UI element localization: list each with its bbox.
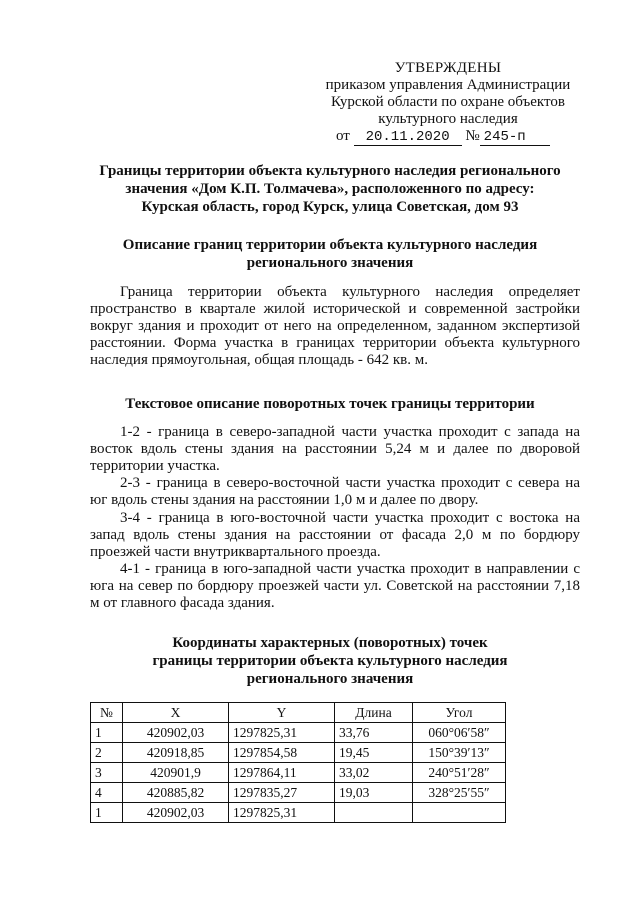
heading-line: регионального значения xyxy=(246,255,414,271)
description-text: Граница территории объекта культурного наследия определяет пространство в квартале жилой исторической и современной застройки вокруг здания и проходит от него на определенном, заданном экспертизой расстоянии. Форма участка в границах территории объекта культурного наследия прямоугольная, общая площадь - 642 кв. м. xyxy=(90,284,580,368)
approval-line: Курской области по охране объектов xyxy=(331,94,565,110)
cell-length: 19,45 xyxy=(335,743,413,763)
cell-number: 1 xyxy=(91,803,123,823)
col-header-x: X xyxy=(123,703,229,723)
col-header-y: Y xyxy=(229,703,335,723)
table-row xyxy=(91,783,506,803)
coordinates-table xyxy=(90,702,506,823)
cell-y: 1297825,31 xyxy=(229,803,335,823)
cell-x: 420902,03 xyxy=(123,803,229,823)
order-date-line xyxy=(336,128,550,146)
table-row xyxy=(91,763,506,783)
approval-line: приказом управления Администрации xyxy=(325,77,571,93)
heading-line: Координаты характерных (поворотных) точек xyxy=(172,635,488,651)
cell-length xyxy=(335,803,413,823)
cell-number: 3 xyxy=(91,763,123,783)
approval-heading: УТВЕРЖДЕНЫ xyxy=(394,60,502,76)
cell-angle: 150°39′13″ xyxy=(413,743,506,763)
cell-length: 33,02 xyxy=(335,763,413,783)
cell-angle: 060°06′58″ xyxy=(413,723,506,743)
order-number: 245-п xyxy=(480,129,550,146)
points-heading: Текстовое описание поворотных точек границы территории xyxy=(125,396,535,412)
cell-number: 4 xyxy=(91,783,123,803)
point-item: 2-3 - граница в северо-восточной части участка проходит с севера на юг вдоль стены здания на расстоянии 1,0 м и далее по двору. xyxy=(90,475,580,508)
coords-heading xyxy=(60,634,600,688)
col-header-length: Длина xyxy=(335,703,413,723)
cell-angle xyxy=(413,803,506,823)
cell-y: 1297864,11 xyxy=(229,763,335,783)
cell-length: 19,03 xyxy=(335,783,413,803)
cell-number: 2 xyxy=(91,743,123,763)
cell-y: 1297835,27 xyxy=(229,783,335,803)
cell-x: 420901,9 xyxy=(123,763,229,783)
cell-x: 420918,85 xyxy=(123,743,229,763)
date-prefix: от xyxy=(336,128,350,144)
cell-y: 1297825,31 xyxy=(229,723,335,743)
heading-line: Описание границ территории объекта культурного наследия xyxy=(122,237,538,253)
cell-angle: 240°51′28″ xyxy=(413,763,506,783)
order-date: 20.11.2020 xyxy=(354,129,462,146)
point-item: 4-1 - граница в юго-западной части участка проходит в направлении с юга на север по бордюру проезжей части ул. Советской на расстоянии 7,18 м от главного фасада здания. xyxy=(90,561,580,611)
cell-x: 420902,03 xyxy=(123,723,229,743)
cell-y: 1297854,58 xyxy=(229,743,335,763)
col-header-number: № xyxy=(91,703,123,723)
table-row xyxy=(91,743,506,763)
table-header-row xyxy=(91,703,506,723)
approval-block xyxy=(308,60,588,128)
document-title xyxy=(60,162,600,216)
title-line: Курская область, город Курск, улица Советская, дом 93 xyxy=(141,199,519,215)
col-header-angle: Угол xyxy=(413,703,506,723)
description-heading xyxy=(60,236,600,272)
point-item: 3-4 - граница в юго-восточной части участка проходит с востока на запад вдоль стены здания на расстоянии от фасада 2,0 м по бордюру проезжей части внутриквартального проезда. xyxy=(90,510,580,560)
cell-angle: 328°25′55″ xyxy=(413,783,506,803)
table-row xyxy=(91,723,506,743)
heading-line: границы территории объекта культурного наследия xyxy=(152,653,508,669)
title-line: значения «Дом К.П. Толмачева», расположенного по адресу: xyxy=(125,181,535,197)
cell-x: 420885,82 xyxy=(123,783,229,803)
title-line: Границы территории объекта культурного наследия регионального xyxy=(99,163,561,179)
cell-number: 1 xyxy=(91,723,123,743)
heading-line: регионального значения xyxy=(246,671,414,687)
cell-length: 33,76 xyxy=(335,723,413,743)
point-item: 1-2 - граница в северо-западной части участка проходит с запада на восток вдоль стены здания на расстоянии 5,24 м и далее по дворовой территории участка. xyxy=(90,424,580,474)
approval-line: культурного наследия xyxy=(378,111,518,127)
table-row xyxy=(91,803,506,823)
number-prefix: № xyxy=(465,128,480,144)
